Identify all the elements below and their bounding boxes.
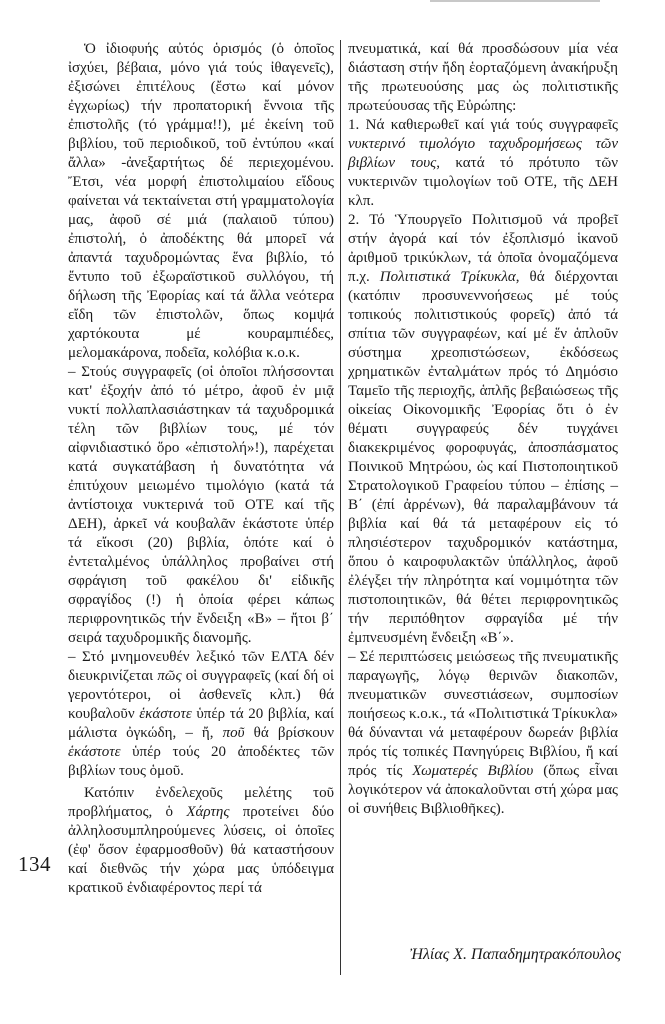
paragraph: Κατόπιν ἐνδελεχοῦς μελέτης τοῦ προβλήματος, ὁ Χάρτης προτείνει δύο ἀλληλοσυμπληρούμενες λύσεις, οἱ ὁποῖες (ἐφ' ὅσον ἐφαρμοσθοῦν) θά καταστήσουν καί διεθνῶς τήν χώρα μας ὑπόδειγμα κρατικοῦ ἐνδιαφέροντος περί τά — [68, 785, 334, 896]
paragraph: 2. Τό Ὑπουργεῖο Πολιτισμοῦ νά προβεῖ στήν ἀγορά καί τόν ἐξοπλισμό ἱκανοῦ ἀριθμοῦ τρικύκλων, τά ὁποῖα ὀνομαζόμενα π.χ. Πολιτιστικά Τρίκυκλα, θά διέρχονται (κατόπιν προσυνεννοήσεως μέ τούς τοπικούς πολιτιστικούς φορεῖς) ἀπό τά σπίτια τῶν συγγραφέων, καί μέ ἕν ἁπλοῦν σύστημα χρεοπιστώσεων, ἐκδόσεως χρηματικῶν ἐνταλμάτων πρός τό Δημόσιο Ταμεῖο τῆς περιοχῆς, ἁπλῆς βεβαιώσεως τῆς οἰκείας Οἰκονομικῆς Ἐφορίας ὅτι ὁ ἐν θέματι συγγραφεύς δέν τυγχάνει διακεκριμένος φοροφυγάς, ἀποσπάσματος Ποινικοῦ Μητρώου, ὡς καί Πιστοποιητικοῦ Στρατολογικοῦ Γραφείου τύπου – ἐπίσης – Β΄ (ἐπί ἀρρένων), θά παραλαμβάνουν τά βιβλία καί θά τά μεταφέρουν εἰς τό πλησιέστερον ταχυδρομικόν κατάστημα, ὅπου ὁ καιροφυλακτῶν ὑπάλληλος, ἀφοῦ ἐλέγξει τήν πληρότητα καί νομιμότητα τῶν πιστοποιητικῶν, θά θέτει περιφρονητικῶς τήν περιπόθητον σφραγίδα μέ τήν ἐμπνευσμένη ἔνδειξη «Β΄». — [348, 212, 619, 646]
page-number: 134 — [18, 852, 51, 876]
paragraph: 1. Νά καθιερωθεῖ καί γιά τούς συγγραφεῖς νυκτερινό τιμολόγιο ταχυδρομήσεως τῶν βιβλίων τους, κατά τό πρότυπο τῶν νυκτερινῶν τιμολογίων τοῦ ΟΤΕ, τῆς ΔΕΗ κλπ. — [348, 117, 618, 209]
left-column — [68, 40, 341, 975]
paragraph: – Σέ περιπτώσεις μειώσεως τῆς πνευματικῆς παραγωγῆς, λόγῳ θερινῶν διακοπῶν, πνευματικῶν συνεστιάσεων, συμποσίων ποιήσεως κ.ο.κ., τά «Πολιτιστικά Τρίκυκλα» θά δύνανται νά μεταφέρουν δωρεάν βιβλία πρός τίς τοπικές Πανηγύρεις Βιβλίου, ἤ καί πρός τίς Χωματερές Βιβλίου (ὅπως εἶναι λογικότερον νά ἀποκαλοῦνται στή χώρα μας οἱ συνήθεις Βιβλιοθῆκες). — [348, 649, 618, 817]
author-signature: Ἠλίας Χ. Παπαδημητρακόπουλος — [409, 946, 621, 963]
paragraph: Ὁ ἰδιοφυής αὐτός ὁρισμός (ὁ ὁποῖος ἰσχύει, βέβαια, μόνο γιά τούς ἰθαγενεῖς), ἐξισώνει ἐπιτέλους (ἔστω καί μόνον ἐγχωρίως) τήν προπατορική ἔννοια τῆς ἐπιστολῆς (τό γράμμα!!), μέ ἐκείνη τοῦ βιβλίου, τοῦ περιοδικοῦ, τοῦ ἐντύπου «καί ἄλλα» -ἀνεξαρτήτως δέ περιεχομένου. Ἔτσι, νέα μορφή ἐπιστολιμαίου εἴδους φαίνεται νά τεκταίνεται στή γραμματολογία μας, ἀφοῦ σέ μιά (παλαιοῦ τύπου) ἐπιστολή, ὁ ἀποδέκτης θά μπορεῖ νά ἀπαντά ταχυδρομώντας ἕνα βιβλίο, τό ἔντυπο τοῦ ἐξωραϊστικοῦ συλλόγου, τή δήλωση τῆς Ἐφορίας καί τά ἄλλα νεότερα εἴδη τῶν ἐπιστολῶν, ὅπως κομψά χαρτόκουτα μέ κουραμπιέδες, μελομακάρονα, ποδεῖα, κολόβια κ.ο.κ. — [68, 41, 334, 361]
paragraph: – Στό μνημονευθέν λεξικό τῶν ΕΛΤΑ δέν διευκρινίζεται πῶς οἱ συγγραφεῖς (καί δή οἱ γεροντότεροι, οἱ ἀσθενεῖς κλπ.) θά κουβαλοῦν ἑκάστοτε ὑπέρ τά 20 βιβλία, καί μάλιστα ὀγκώδη, – ἤ, ποῦ θά βρίσκουν ἑκάστοτε ὑπέρ τούς 20 ἀποδέκτες τῶν βιβλίων τους ὁμοῦ. — [68, 649, 334, 779]
right-column — [348, 40, 618, 819]
paragraph: πνευματικά, καί θά προσδώσουν μία νέα διάσταση στήν ἤδη ἑορταζόμενη ἀνακήρυξη τῆς πρωτευούσης μας ὡς πολιτιστικῆς πρωτεύουσας τῆς Εὐρώπης: — [348, 41, 618, 114]
header-rule — [430, 0, 600, 2]
paragraph: – Στούς συγγραφεῖς (οἱ ὁποῖοι πλήσσονται κατ' ἐξοχήν ἀπό τό μέτρο, ἀφοῦ ἐν μιᾷ νυκτί πολλαπλασιάστηκαν τά ταχυδρομικά τέλη τῶν βιβλίων τους, μέ τόν αἰφνιδιαστικό ὅρο «ἐπιστολή»!), παρέχεται κατά συγκατάβαση ἡ δυνατότητα νά ἐπιτύχουν μειωμένο τιμολόγιο (κατά τά ἀντίστοιχα νυκτερινά τοῦ ΟΤΕ καί τῆς ΔΕΗ), ἀρκεῖ νά κουβαλᾶν ἑκάστοτε ὑπέρ τά εἴκοσι (20) βιβλία, ὁπότε καί ὁ ἐντεταλμένος ὑπάλληλος προβαίνει στή σφράγιση τοῦ φακέλου δι' εἰδικῆς σφραγίδος (!) ἡ ὁποία φέρει κάπως περιφρονητικῶς τήν ἔνδειξη «Β» – ἤτοι β΄ σειρά ταχυδρομικῆς διανομῆς. — [68, 364, 334, 646]
